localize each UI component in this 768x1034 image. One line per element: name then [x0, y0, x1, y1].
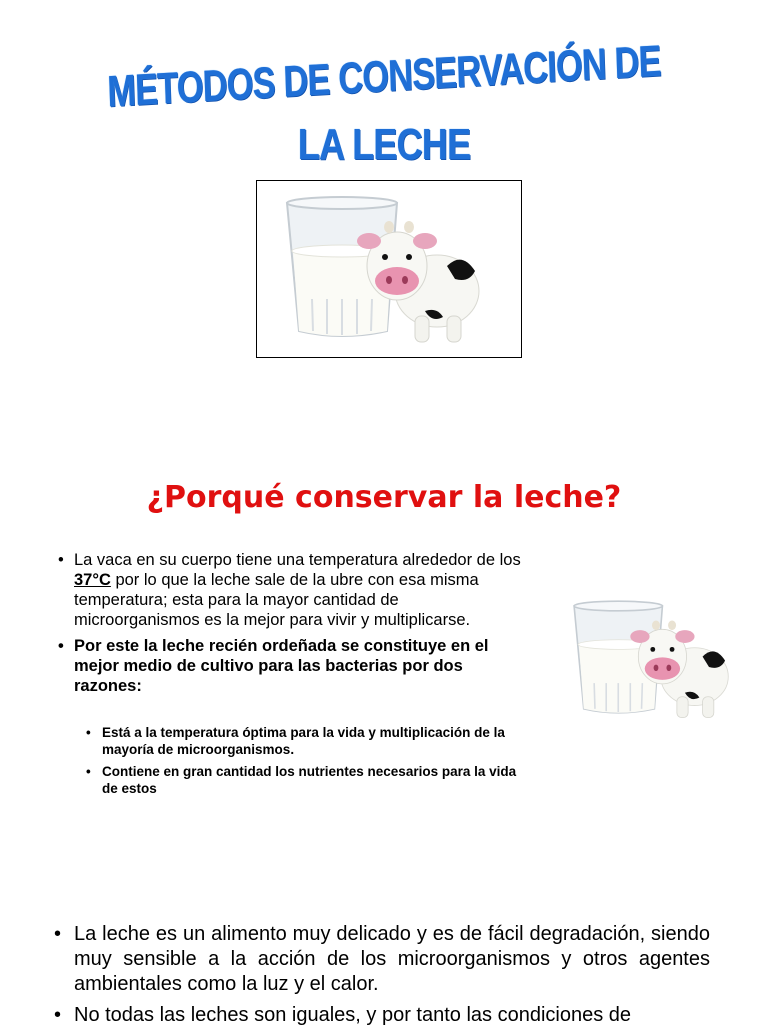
- slide-why-conserve: [0, 460, 768, 880]
- slide-heading: ¿Porqué conservar la leche?: [146, 480, 622, 515]
- bullet-text-part2: por lo que la leche sale de la ubre con esa misma temperatura; esta para la mayor cantidad de microorganismos es la mejor para vivir y multiplicarse.: [74, 571, 479, 629]
- milk-cow-photo: [256, 180, 522, 358]
- title-line-1: MÉTODOS DE CONSERVACIÓN DE: [106, 36, 662, 117]
- temperature-value: 37°C: [74, 571, 111, 589]
- sub-bullet-temperature: • Está a la temperatura óptima para la vida y multiplicación de la mayoría de microorganismos.: [86, 724, 528, 758]
- slide-milk-delicate: [0, 900, 768, 1024]
- sub-bullet-nutrients: • Contiene en gran cantidad los nutrientes necesarios para la vida de estos: [86, 763, 528, 797]
- bullet-culture-medium: • Por este la leche recién ordeñada se constituye en el mejor medio de cultivo para las bacterias por dos razones:: [58, 636, 528, 696]
- bullet-list-large: [54, 922, 710, 1034]
- slide-title: [0, 0, 768, 400]
- sub-bullet-list: [58, 724, 528, 797]
- milk-cow-photo-small: [550, 588, 762, 730]
- bullet-delicate-food: • La leche es un alimento muy delicado y es de fácil degradación, siendo muy sensible a la acción de los microorganismos y otros agentes ambientales como la luz y el calor.: [54, 922, 710, 997]
- title-line-2: LA LECHE: [297, 120, 471, 169]
- milk-cow-illustration-small: [550, 588, 762, 730]
- bullet-temperature: [58, 550, 528, 630]
- bullet-text-part1: La vaca en su cuerpo tiene una temperatura alrededor de los: [74, 551, 521, 569]
- bullet-list: [58, 550, 528, 802]
- bullet-not-all-milks: • No todas las leches son iguales, y por tanto las condiciones de: [54, 1003, 710, 1028]
- milk-cow-illustration: [257, 181, 521, 357]
